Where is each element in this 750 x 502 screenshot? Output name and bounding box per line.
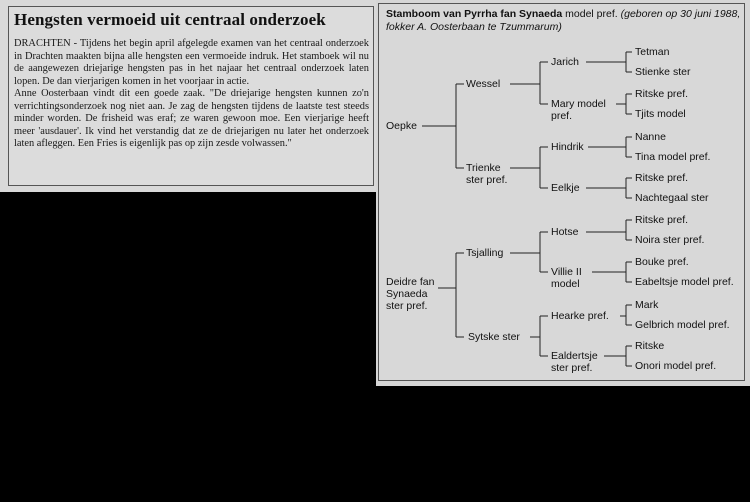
pedigree-gen4-8: Nachtegaal ster (635, 192, 709, 204)
article-paragraph-2: Anne Oosterbaan vindt dit een goede zaak. "De driejarige hengsten kunnen zo'n verrichtingsonderzoek nog niet aan. Je zag de hengsten tijdens de laatste test steeds minder worden. De frisheid was eraf; ze waren gewoon moe. Een vierjarige heeft meer 'ausdauer'. Ik vind het verstandig dat ze de driejarigen nu later het onderzoek laten afleggen. Een Fries is eigenlijk pas op zijn zesde volwassen." (14, 88, 369, 149)
pedigree-gen4-16: Onori model pref. (635, 360, 717, 372)
pedigree-gen3-villie: Villie II model (551, 266, 582, 290)
pedigree-gen3-ealdertsje: Ealdertsje ster pref. (551, 350, 598, 374)
pedigree-gen4-15: Ritske (635, 340, 665, 352)
pedigree-gen3-jarich: Jarich (551, 56, 580, 68)
pedigree-gen3-hindrik: Hindrik (551, 141, 584, 153)
pedigree-dam: Deidre fan Synaeda ster pref. (386, 276, 435, 312)
pedigree-gen4-12: Eabeltsje model pref. (635, 276, 734, 288)
pedigree-gen4-5: Nanne (635, 131, 666, 143)
pedigree-title-predicate: model pref. (562, 8, 618, 20)
pedigree-gen4-2: Stienke ster (635, 66, 691, 78)
pedigree-gen4-14: Gelbrich model pref. (635, 319, 730, 331)
pedigree-gen2-tsjalling: Tsjalling (466, 247, 504, 259)
pedigree-gen4-11: Bouke pref. (635, 256, 689, 268)
pedigree-title-details: (geboren op 30 juni 1988, fokker A. Oosterbaan te Tzummarum) (386, 8, 741, 33)
pedigree-gen2-wessel: Wessel (466, 78, 501, 90)
article-body (14, 38, 369, 151)
pedigree-gen4-1: Tetman (635, 46, 670, 58)
pedigree-gen4-10: Noira ster pref. (635, 234, 705, 246)
pedigree-gen4-4: Tjits model (635, 108, 686, 120)
pedigree-gen3-mary: Mary model pref. (551, 98, 606, 122)
pedigree-gen4-9: Ritske pref. (635, 214, 689, 226)
pedigree-sire: Oepke (386, 120, 417, 132)
pedigree-gen2-sytske: Sytske ster (468, 331, 520, 343)
pedigree-gen3-eelkje: Eelkje (551, 182, 580, 194)
pedigree-gen3-hotse: Hotse (551, 226, 579, 238)
article-headline: Hengsten vermoeid uit centraal onderzoek (14, 10, 326, 29)
pedigree-gen2-trienke: Trienke ster pref. (466, 162, 508, 186)
pedigree-gen4-6: Tina model pref. (635, 151, 711, 163)
newspaper-clipping-article (0, 0, 376, 192)
pedigree-gen4-13: Mark (635, 299, 659, 311)
article-paragraph-1: DRACHTEN - Tijdens het begin april afgelegde examen van het centraal onderzoek in Drachten maakten bijna alle hengsten een vermoeide indruk. Het stamboek wil nu de aangewezen driejarige hengsten pas in het najaar het centraal onderzoek laten lopen. De dan vierjarigen komen in het voorjaar in actie. (14, 38, 369, 87)
pedigree-gen3-hearke: Hearke pref. (551, 310, 609, 322)
pedigree-title-name: Stamboom van Pyrrha fan Synaeda (386, 8, 563, 20)
pedigree-gen4-3: Ritske pref. (635, 88, 689, 100)
pedigree-gen4-7: Ritske pref. (635, 172, 689, 184)
newspaper-clipping-pedigree (376, 0, 750, 386)
